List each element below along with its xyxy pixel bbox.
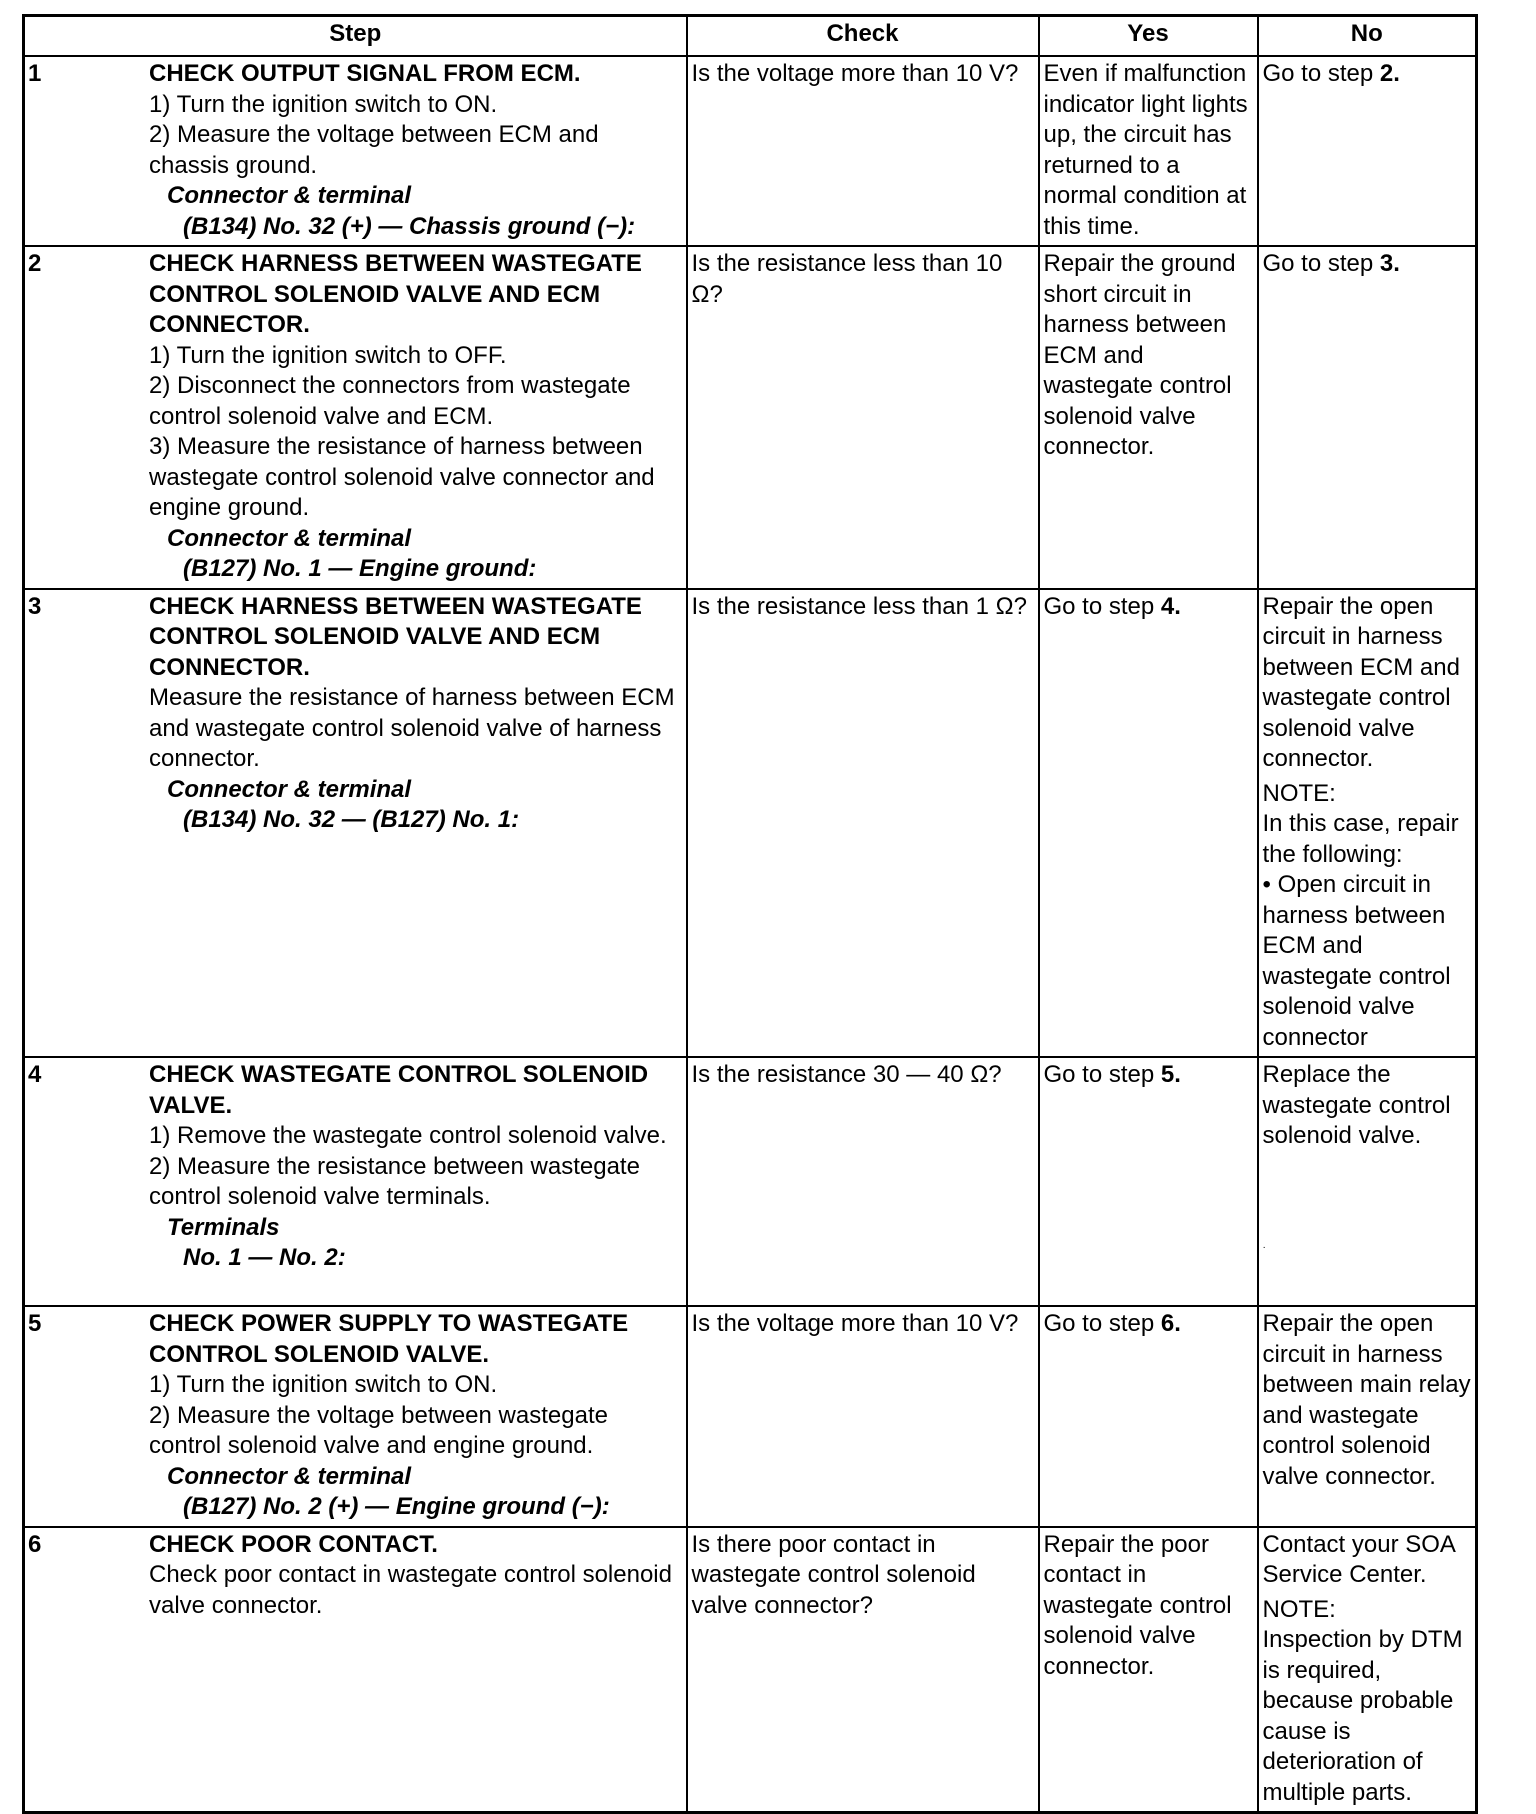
check-cell: Is there poor contact in wastegate control solenoid valve connector? — [687, 1527, 1039, 1813]
no-action: Replace the wastegate control solenoid valve. — [1262, 1061, 1451, 1149]
step-instruction: 2) Disconnect the connectors from wastegate control solenoid valve and ECM. — [149, 372, 631, 430]
step-instruction: 1) Turn the ignition switch to OFF. — [149, 341, 507, 369]
step-cell — [24, 589, 687, 1058]
diagnostic-table — [22, 14, 1478, 1814]
connector-terminal: (B127) No. 2 (+) — Engine ground (−): — [183, 1493, 610, 1520]
table-row — [24, 1306, 1477, 1527]
table-row — [24, 1057, 1477, 1306]
goto-period: . — [1393, 60, 1400, 87]
no-cell — [1258, 589, 1477, 1058]
step-title: CHECK POWER SUPPLY TO WASTEGATE CONTROL SOLENOID VALVE. — [149, 1310, 629, 1368]
no-cell — [1258, 1057, 1477, 1306]
terminal-pair: No. 1 — No. 2: — [183, 1244, 346, 1271]
note-text: Inspection by DTM is required, because probable cause is deterioration of multiple parts. — [1262, 1626, 1463, 1806]
goto-step-number: 3 — [1379, 250, 1394, 277]
step-instruction: 3) Measure the resistance of harness between wastegate control solenoid valve connector and engine ground. — [149, 433, 655, 521]
no-cell — [1258, 1527, 1477, 1813]
check-cell: Is the voltage more than 10 V? — [687, 56, 1039, 246]
connector-heading: Connector & terminal — [167, 182, 412, 209]
connector-terminal: (B127) No. 1 — Engine ground: — [183, 555, 537, 582]
note-text: In this case, repair the following: — [1262, 810, 1459, 868]
goto-text: Go to step — [1262, 60, 1380, 87]
no-action: Contact your SOA Service Center. — [1262, 1530, 1455, 1588]
step-instruction: 2) Measure the resistance between wastegate control solenoid valve terminals. — [149, 1152, 640, 1210]
stray-mark: · — [1262, 1241, 1266, 1253]
step-instruction: Measure the resistance of harness between ECM and wastegate control solenoid valve of harness connector. — [149, 684, 675, 772]
step-instruction: 1) Turn the ignition switch to ON. — [149, 90, 498, 118]
connector-heading: Connector & terminal — [167, 775, 412, 803]
no-cell — [1258, 246, 1477, 589]
yes-cell — [1039, 1306, 1258, 1527]
header-no: No — [1258, 16, 1477, 57]
terminals-heading: Terminals — [167, 1213, 280, 1241]
yes-cell: Even if malfunction indicator light lights up, the circuit has returned to a normal condition at this time. — [1039, 56, 1258, 246]
goto-step-number: 2 — [1379, 60, 1394, 87]
step-instruction: 1) Remove the wastegate control solenoid valve. — [149, 1122, 667, 1149]
goto-step-number: 5 — [1160, 1061, 1175, 1088]
step-title: CHECK HARNESS BETWEEN WASTEGATE CONTROL SOLENOID VALVE AND ECM CONNECTOR. — [149, 250, 642, 338]
step-cell — [24, 56, 687, 246]
goto-text: Go to step — [1043, 592, 1161, 620]
goto-text: Go to step — [1043, 1310, 1161, 1337]
goto-step-number: 4 — [1160, 592, 1175, 620]
step-cell — [24, 1306, 687, 1527]
goto-text: Go to step — [1043, 1061, 1161, 1088]
goto-period: . — [1174, 1061, 1181, 1088]
connector-heading: Connector & terminal — [167, 1462, 412, 1490]
note-heading: NOTE: — [1262, 779, 1336, 807]
goto-period: . — [1174, 1310, 1181, 1337]
no-cell — [1258, 56, 1477, 246]
step-title: CHECK OUTPUT SIGNAL FROM ECM. — [149, 60, 581, 87]
table-row — [24, 246, 1477, 589]
step-title: CHECK WASTEGATE CONTROL SOLENOID VALVE. — [149, 1061, 649, 1119]
step-number: 1 — [28, 60, 42, 87]
note-bullet: • Open circuit in harness between ECM and wastegate control solenoid valve connector — [1262, 871, 1451, 1051]
step-title: CHECK POOR CONTACT. — [149, 1530, 438, 1558]
step-number: 3 — [28, 592, 42, 620]
diagnostic-procedure — [22, 14, 1475, 1814]
connector-terminal: (B134) No. 32 (+) — Chassis ground (−): — [183, 212, 636, 240]
step-cell — [24, 1057, 687, 1306]
step-number: 5 — [28, 1310, 42, 1337]
step-instruction: 1) Turn the ignition switch to ON. — [149, 1371, 498, 1398]
header-yes: Yes — [1039, 16, 1258, 57]
header-step: Step — [24, 16, 687, 57]
step-instruction: 2) Measure the voltage between wastegate control solenoid valve and engine ground. — [149, 1401, 608, 1459]
header-check: Check — [687, 16, 1039, 57]
table-row — [24, 1527, 1477, 1813]
table-header-row — [24, 16, 1477, 57]
step-instruction: 2) Measure the voltage between ECM and chassis ground. — [149, 121, 599, 179]
connector-heading: Connector & terminal — [167, 524, 412, 552]
note-heading: NOTE: — [1262, 1595, 1336, 1623]
step-number: 2 — [28, 250, 42, 277]
table-row — [24, 589, 1477, 1058]
no-action: Repair the open circuit in harness between ECM and wastegate control solenoid valve connector. — [1262, 592, 1460, 772]
check-cell: Is the resistance less than 1 Ω? — [687, 589, 1039, 1058]
check-cell: Is the resistance less than 10 Ω? — [687, 246, 1039, 589]
goto-period: . — [1174, 592, 1181, 620]
step-cell — [24, 1527, 687, 1813]
check-cell: Is the resistance 30 — 40 Ω? — [687, 1057, 1039, 1306]
step-number: 4 — [28, 1061, 42, 1088]
goto-step-number: 6 — [1160, 1310, 1175, 1337]
goto-text: Go to step — [1262, 250, 1380, 277]
goto-period: . — [1393, 250, 1400, 277]
check-cell: Is the voltage more than 10 V? — [687, 1306, 1039, 1527]
no-cell: Repair the open circuit in harness between main relay and wastegate control solenoid valve connector. — [1258, 1306, 1477, 1527]
table-row — [24, 56, 1477, 246]
step-title: CHECK HARNESS BETWEEN WASTEGATE CONTROL SOLENOID VALVE AND ECM CONNECTOR. — [149, 592, 642, 681]
yes-cell: Repair the ground short circuit in harness between ECM and wastegate control solenoid valve connector. — [1039, 246, 1258, 589]
step-instruction: Check poor contact in wastegate control solenoid valve connector. — [149, 1561, 672, 1619]
step-number: 6 — [28, 1530, 42, 1558]
yes-cell: Repair the poor contact in wastegate control solenoid valve connector. — [1039, 1527, 1258, 1813]
step-cell — [24, 246, 687, 589]
connector-terminal: (B134) No. 32 — (B127) No. 1: — [183, 806, 520, 833]
yes-cell — [1039, 589, 1258, 1058]
yes-cell — [1039, 1057, 1258, 1306]
